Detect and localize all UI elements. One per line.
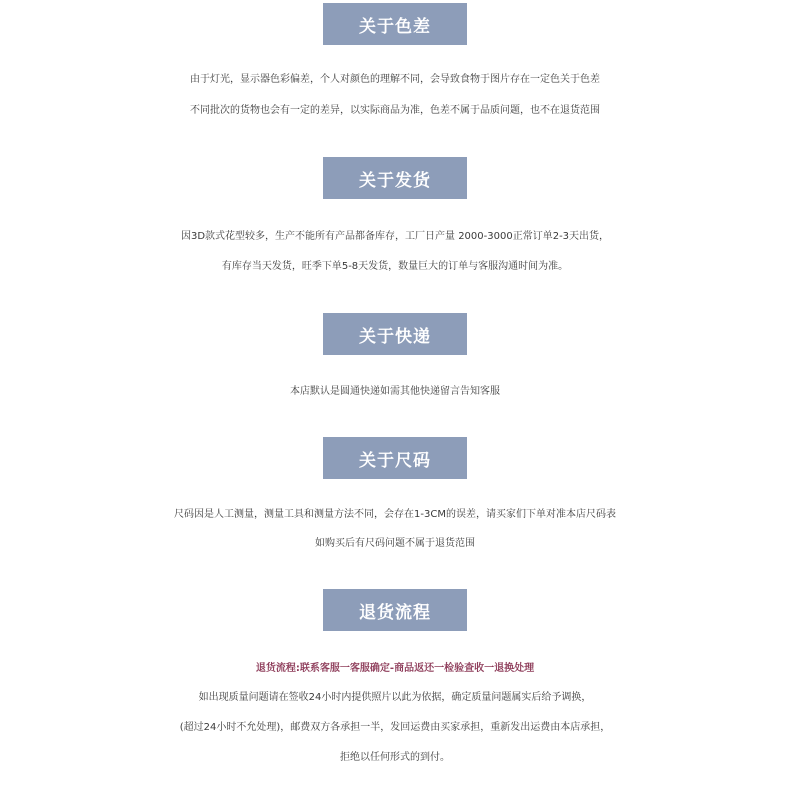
heading-shipping: 关于发货 bbox=[323, 157, 467, 199]
heading-size: 关于尺码 bbox=[323, 437, 467, 479]
heading-return-process: 退货流程 bbox=[323, 589, 467, 631]
color-difference-line-1: 由于灯光，显示器色彩偏差，个人对颜色的理解不同，会导致食物于图片存在一定色关于色差 bbox=[190, 74, 600, 85]
size-line-2: 如购买后有尺码问题不属于退货范围 bbox=[315, 538, 475, 549]
heading-color-difference: 关于色差 bbox=[323, 3, 467, 45]
shipping-line-2: 有库存当天发货，旺季下单5-8天发货，数量巨大的订单与客服沟通时间为准。 bbox=[221, 261, 569, 272]
size-line-1: 尺码因是人工测量，测量工具和测量方法不同，会存在1-3CM的误差，请买家们下单对准本店尺码表 bbox=[174, 509, 616, 520]
return-line-1: 如出现质量问题请在签收24小时内提供照片以此为依据，确定质量问题属实后给予调换， bbox=[198, 692, 592, 703]
courier-line-1: 本店默认是圆通快递如需其他快递留言告知客服 bbox=[290, 386, 500, 397]
color-difference-line-2: 不同批次的货物也会有一定的差异，以实际商品为准，色差不属于品质问题，也不在退货范围 bbox=[190, 105, 600, 116]
return-line-3: 拒绝以任何形式的到付。 bbox=[340, 752, 450, 763]
shipping-line-1: 因3D款式花型较多，生产不能所有产品都备库存，工厂日产量 2000-3000正常订单2-3天出货， bbox=[180, 231, 610, 242]
return-process-steps: 退货流程:联系客服一客服确定-商品返还一检验查收一退换处理 bbox=[255, 663, 535, 674]
heading-courier: 关于快递 bbox=[323, 313, 467, 355]
return-line-2: (超过24小时不允处理)，邮费双方各承担一半，发回运费由买家承担，重新发出运费由本店承担， bbox=[179, 722, 611, 733]
